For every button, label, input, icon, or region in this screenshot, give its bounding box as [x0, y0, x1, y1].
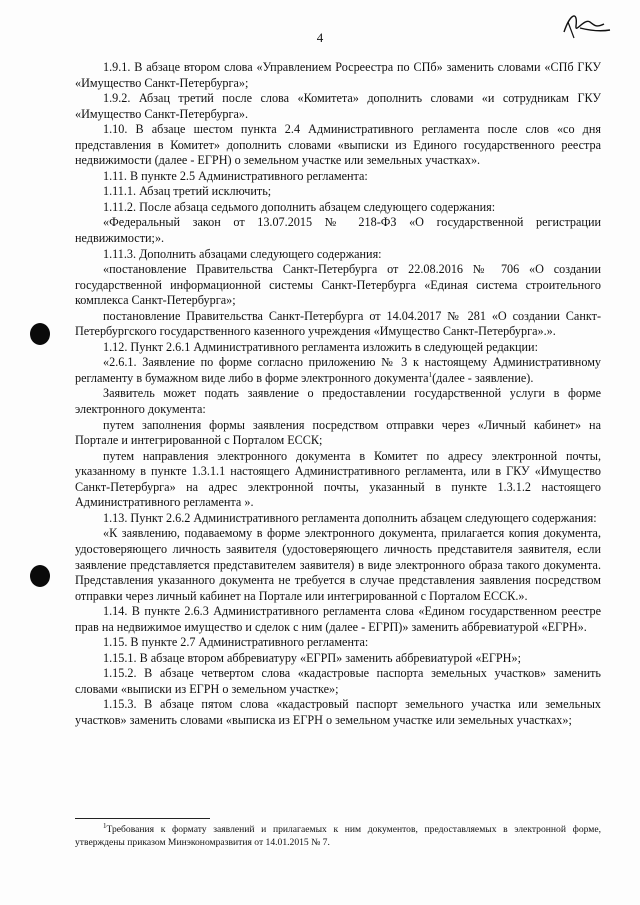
paragraph: 1.15. В пункте 2.7 Административного регламента:: [103, 635, 369, 650]
footnote-mark: 1: [103, 821, 107, 830]
paragraph-text-continued: (далее - заявление).: [432, 370, 534, 385]
footnote-divider: [75, 818, 210, 819]
paragraph: 1.10. В абзаце шестом пункта 2.4 Административного регламента после слов «со дня представления в Комитет» дополнить словами «выписки из Единого государственного реестра недвижимости (далее - ЕГРН) о земельном участке или земельных участках».: [75, 122, 601, 168]
paragraph: 1.11.3. Дополнить абзацами следующего содержания:: [103, 246, 382, 261]
paragraph: Заявитель может подать заявление о предоставлении государственной услуги в форме электронного документа:: [75, 386, 601, 417]
paragraph: 1.15.1. В абзаце втором аббревиатуру «ЕГРП» заменить аббревиатурой «ЕГРН»;: [103, 650, 521, 665]
paragraph: 1.15.3. В абзаце пятом слова «кадастровый паспорт земельного участка или земельных участков» заменить словами «выписка из ЕГРН о земельном участке или земельных участках»;: [75, 697, 601, 727]
paragraph: 1.9.2. Абзац третий после слова «Комитета» дополнить словами «и сотрудникам ГКУ «Имущество Санкт-Петербурга».: [75, 91, 601, 121]
document-body: [75, 60, 601, 729]
paragraph: путем направления электронного документа в Комитет по адресу электронной почты, указанному в пункте 1.3.1.1 настоящего Административного регламента, или в ГКУ «Имущество Санкт-Петербурга» на адрес электронной почты, указанный в пункте 1.3.1.2 настоящего Административного регламента ».: [75, 448, 601, 510]
paragraph: 1.13. Пункт 2.6.2 Административного регламента дополнить абзацем следующего содержания:: [103, 510, 597, 525]
paragraph: 1.12. Пункт 2.6.1 Административного регламента изложить в следующей редакции:: [103, 339, 538, 354]
paragraph: 1.11.2. После абзаца седьмого дополнить абзацем следующего содержания:: [103, 199, 496, 214]
paragraph: 1.11.1. Абзац третий исключить;: [103, 184, 272, 199]
paragraph: «постановление Правительства Санкт-Петербурга от 22.08.2016 № 706 «О создании государственной информационной системы Санкт-Петербурга «Единая система строительного комплекса Санкт-Петербурга»;: [75, 262, 601, 308]
paragraph-with-footnote: [75, 355, 601, 386]
punch-hole-bottom: [30, 565, 50, 587]
footnote-text: Требования к формату заявлений и прилагаемых к ним документов, предоставляемых в электронной форме, утверждены приказом Минэкономразвития от 14.01.2015 № 7.: [75, 824, 601, 848]
paragraph: «Федеральный закон от 13.07.2015 № 218-ФЗ «О государственной регистрации недвижимости;».: [75, 215, 601, 246]
paragraph: постановление Правительства Санкт-Петербурга от 14.04.2017 № 281 «О создании Санкт-Петербургского государственного казенного учреждения «Имущество Санкт-Петербурга».».: [75, 308, 601, 339]
paragraph-text: «2.6.1. Заявление по форме согласно приложению № 3 к настоящему Административному регламенту в бумажном виде либо в форме электронного документа: [75, 355, 601, 385]
paragraph: 1.14. В пункте 2.6.3 Административного регламента слова «Едином государственном реестре прав на недвижимое имущество и сделок с ним (далее - ЕГРП)» заменить аббревиатурой «ЕГРН».: [75, 604, 601, 634]
handwritten-signature: [560, 8, 612, 40]
footnote: [75, 823, 601, 849]
paragraph: путем заполнения формы заявления посредством отправки через «Личный кабинет» на Портале и интегрированной с Порталом ЕССК;: [75, 417, 601, 448]
paragraph: 1.9.1. В абзаце втором слова «Управлением Росреестра по СПб» заменить словами «СПб ГКУ «Имущество Санкт-Петербурга»;: [75, 60, 601, 90]
paragraph: 1.15.2. В абзаце четвертом слова «кадастровые паспорта земельных участков» заменить словами «выписки из ЕГРН о земельном участке»;: [75, 666, 601, 696]
paragraph: «К заявлению, подаваемому в форме электронного документа, прилагается копия документа, удостоверяющего личность заявителя (удостоверяющего личность представителя заявителя, если заявление представляется представителем заявителя) в виде электронного образа такого документа. Представления указанного документа не требуется в случае представления заявления посредством отправки через личный кабинет на Портале или интегрированной с Порталом ЕССК.».: [75, 526, 601, 603]
punch-hole-top: [30, 323, 50, 345]
paragraph: 1.11. В пункте 2.5 Административного регламента:: [103, 168, 368, 183]
footnote-reference: 1: [428, 370, 433, 379]
page-number: 4: [316, 30, 324, 45]
